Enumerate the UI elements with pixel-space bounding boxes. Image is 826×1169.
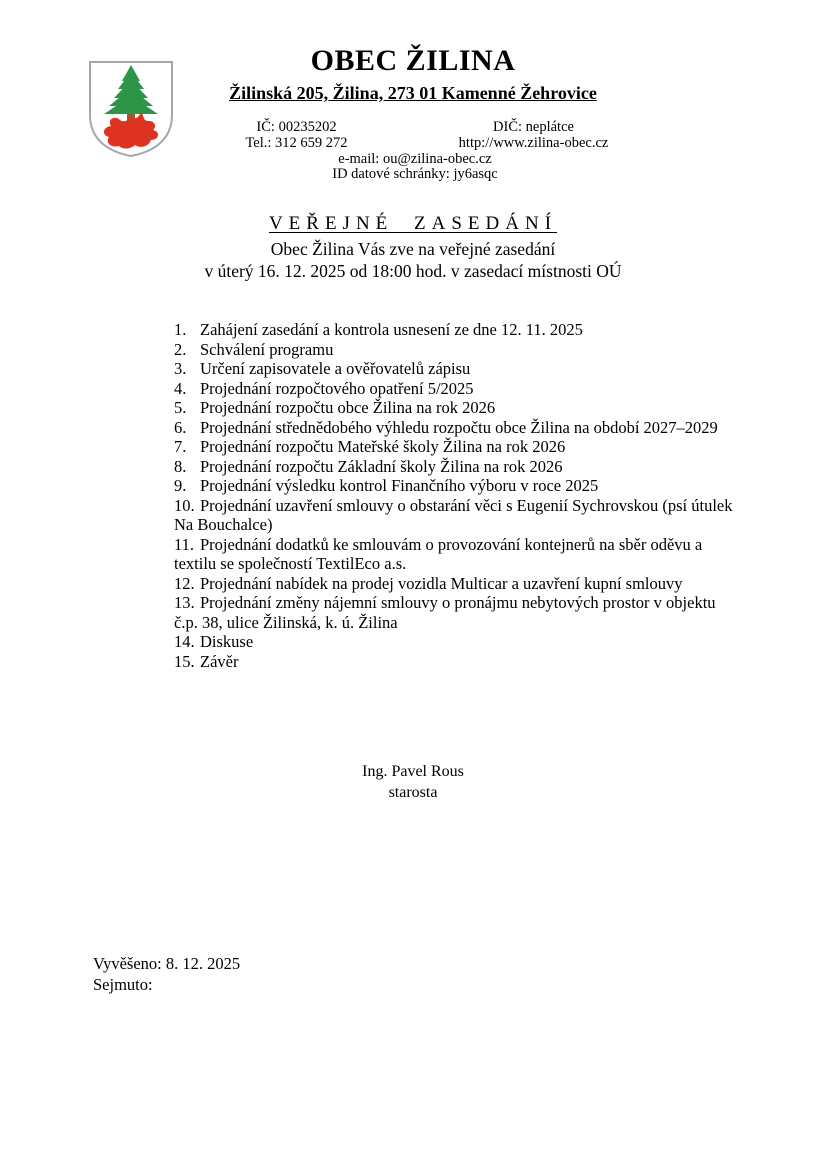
agenda-item-number: 10. <box>174 495 195 515</box>
agenda-item-text: Projednání rozpočtu Základní školy Žilina na rok 2026 <box>200 456 563 476</box>
agenda-item <box>174 593 740 632</box>
agenda-item-number: 2. <box>174 339 187 359</box>
org-email: e-mail: ou@zilina-obec.cz <box>338 150 492 167</box>
agenda-item-number: 14. <box>174 632 195 651</box>
posting-footer <box>93 954 240 995</box>
agenda-item-number: 5. <box>174 398 187 417</box>
signature-name: Ing. Pavel Rous <box>362 763 464 780</box>
agenda-item-number: 8. <box>174 456 187 476</box>
letterhead <box>0 44 826 104</box>
org-phone: Tel.: 312 659 272 <box>245 134 348 151</box>
agenda-item <box>174 457 740 477</box>
agenda-item <box>174 340 740 360</box>
agenda-item-number: 1. <box>174 320 187 339</box>
agenda-item <box>174 652 740 672</box>
org-address: Žilinská 205, Žilina, 273 01 Kamenné Žehrovice <box>229 83 597 103</box>
signature-block <box>0 761 826 803</box>
agenda-item-text: Závěr <box>200 651 239 671</box>
removed-date: Sejmuto: <box>93 974 153 994</box>
agenda-item-text: Projednání nabídek na prodej vozidla Multicar a uzavření kupní smlouvy <box>200 573 683 593</box>
agenda-item-number: 13. <box>174 593 195 612</box>
agenda-item-text: Projednání změny nájemní smlouvy o pronájmu nebytových prostor v objektu č.p. 38, ulice Žilinská, k. ú. Žilina <box>174 593 716 632</box>
notice-title: VEŘEJNÉ ZASEDÁNÍ <box>268 213 558 234</box>
agenda-item <box>174 320 740 340</box>
agenda-item <box>174 379 740 399</box>
notice-heading <box>0 212 826 282</box>
agenda-item-number: 11. <box>174 534 195 554</box>
agenda-item <box>174 398 740 418</box>
agenda-item-text: Projednání rozpočtu obce Žilina na rok 2026 <box>200 398 496 417</box>
agenda-item-text: Projednání dodatků ke smlouvám o provozování kontejnerů na sběr oděvu a textilu se společností TextilEco a.s. <box>174 534 703 573</box>
org-website: http://www.zilina-obec.cz <box>458 134 609 151</box>
agenda-item-number: 6. <box>174 417 187 437</box>
agenda-item <box>174 418 740 438</box>
org-databox: ID datové schránky: jy6asqc <box>332 166 498 183</box>
contact-row-2 <box>178 136 652 152</box>
notice-invite: Obec Žilina Vás zve na veřejné zasedání <box>270 239 556 259</box>
agenda-item-number: 12. <box>174 573 195 593</box>
contact-row-1 <box>178 120 652 136</box>
agenda-item <box>174 574 740 594</box>
agenda-item <box>174 632 740 652</box>
agenda-item-text: Určení zapisovatele a ověřovatelů zápisu <box>200 359 471 378</box>
agenda-item-text: Projednání střednědobého výhledu rozpočtu obce Žilina na období 2027–2029 <box>200 417 718 437</box>
agenda-item <box>174 496 740 535</box>
posted-date: Vyvěšeno: 8. 12. 2025 <box>93 954 241 973</box>
agenda-item-text: Projednání rozpočtu Mateřské školy Žilina na rok 2026 <box>200 437 566 456</box>
agenda-item-text: Diskuse <box>200 632 254 651</box>
agenda-item-number: 4. <box>174 378 187 398</box>
notice-datetime: v úterý 16. 12. 2025 od 18:00 hod. v zasedací místnosti OÚ <box>204 261 622 281</box>
agenda-item <box>174 359 740 379</box>
signature-role: starosta <box>388 784 438 801</box>
agenda-item <box>174 476 740 496</box>
contact-block <box>178 120 652 183</box>
agenda-item-number: 7. <box>174 437 187 456</box>
agenda-item-text: Projednání uzavření smlouvy o obstarání věci s Eugenií Sychrovskou (psí útulek Na Bouchalce) <box>174 495 733 534</box>
org-name: OBEC ŽILINA <box>310 44 516 77</box>
agenda-item-text: Zahájení zasedání a kontrola usnesení ze dne 12. 11. 2025 <box>200 320 583 339</box>
agenda-item-text: Schválení programu <box>200 339 334 359</box>
agenda-item-text: Projednání výsledku kontrol Finančního výboru v roce 2025 <box>200 476 599 495</box>
agenda-item-number: 9. <box>174 476 187 495</box>
agenda-item <box>174 437 740 457</box>
agenda-item-text: Projednání rozpočtového opatření 5/2025 <box>200 378 474 398</box>
agenda-item-number: 3. <box>174 359 187 378</box>
org-ic: IČ: 00235202 <box>256 119 337 135</box>
org-dic: DIČ: neplátce <box>493 119 574 135</box>
agenda-list <box>174 320 740 671</box>
agenda-item <box>174 535 740 574</box>
agenda-item-number: 15. <box>174 651 195 671</box>
